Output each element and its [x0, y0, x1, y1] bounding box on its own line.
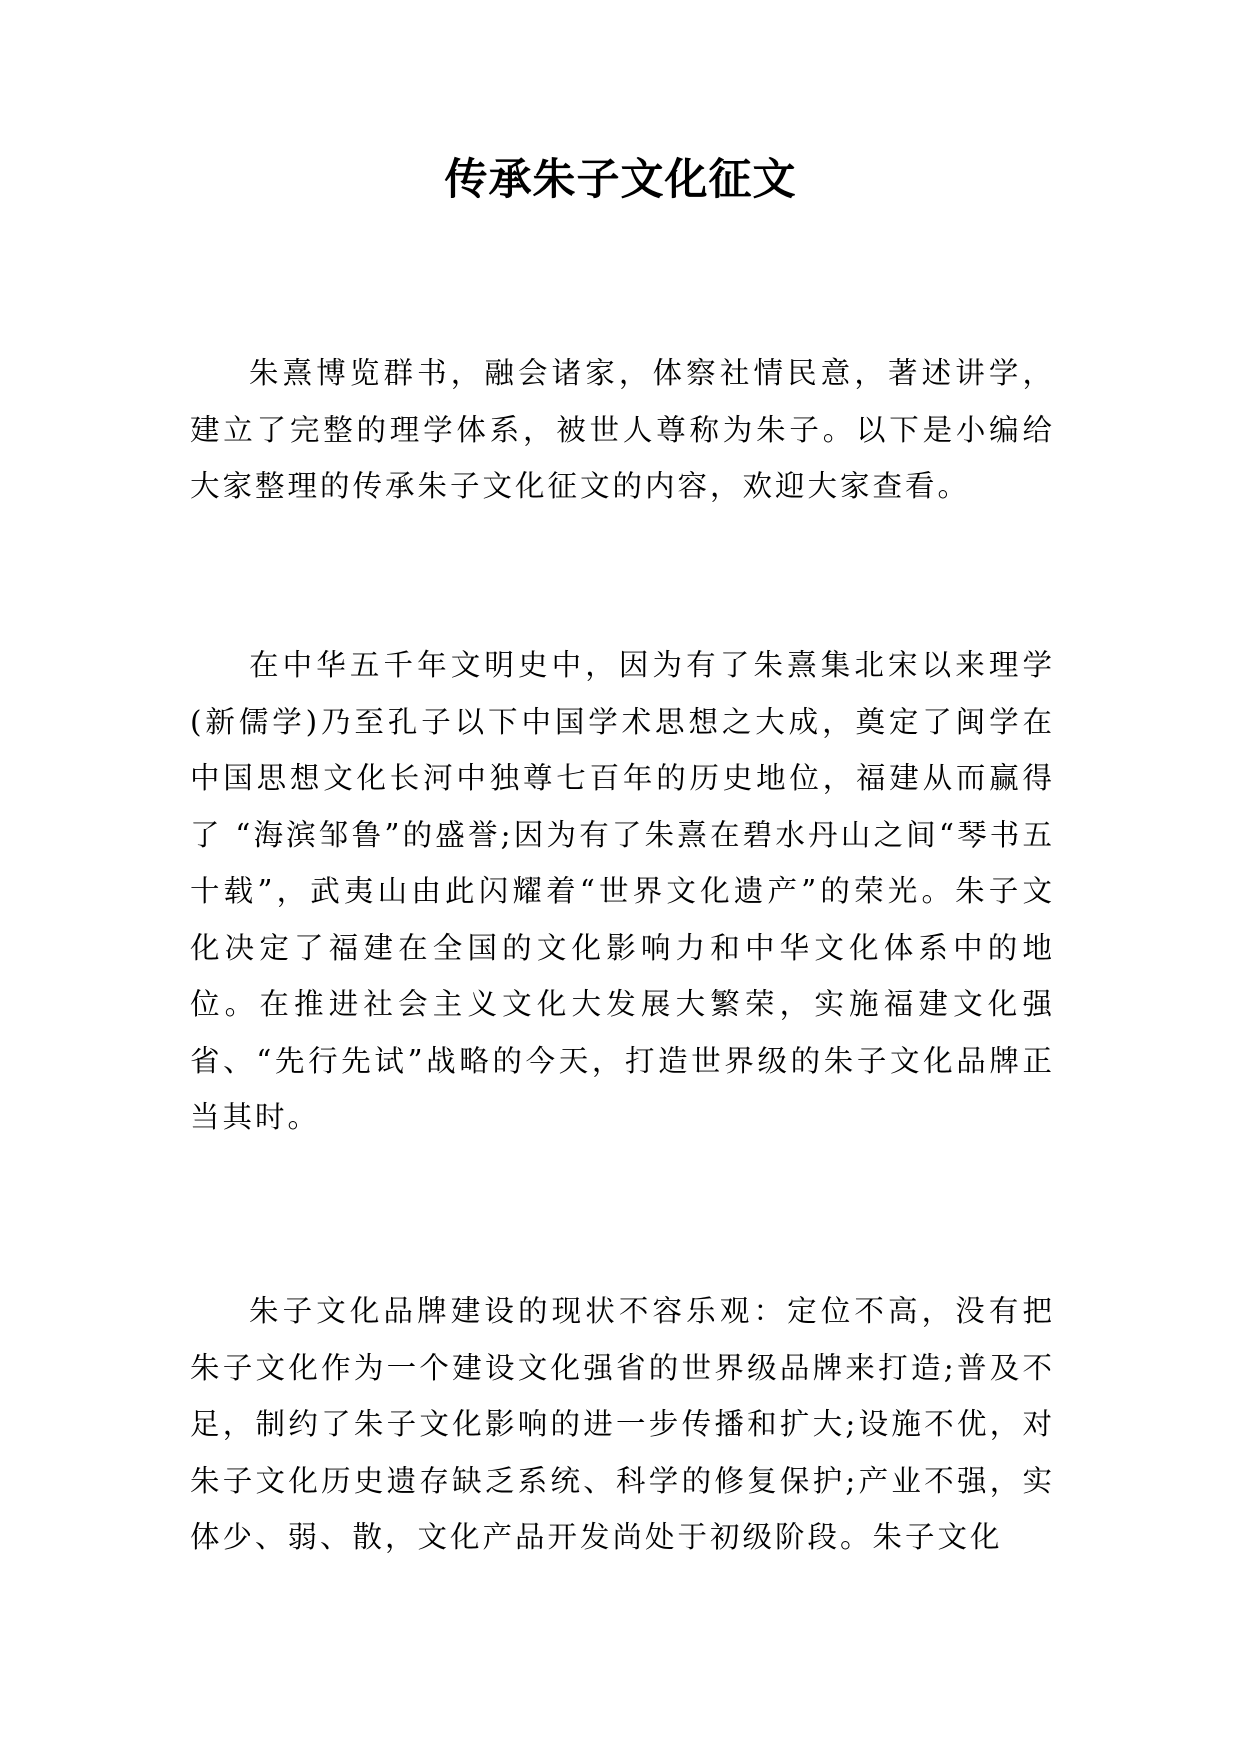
body-paragraph-1: 在中华五千年文明史中，因为有了朱熹集北宋以来理学(新儒学)乃至孔子以下中国学术思想之大成，奠定了闽学在中国思想文化长河中独尊七百年的历史地位，福建从而赢得了 “海滨邹鲁”的盛誉;因为有了朱熹在碧水丹山之间“琴书五十载”，武夷山由此闪耀着“世界文化遗产”的荣光。朱子文化决定了福建在全国的文化影响力和中华文化体系中的地位。在推进社会主义文化大发展大繁荣，实施福建文化强省、“先行先试”战略的今天，打造世界级的朱子文化品牌正当其时。	[190, 648, 1055, 1134]
document-title: 传承朱子文化征文	[444, 155, 797, 205]
intro-paragraph: 朱熹博览群书，融会诸家，体察社情民意，著述讲学，建立了完整的理学体系，被世人尊称为朱子。以下是小编给大家整理的传承朱子文化征文的内容，欢迎大家查看。	[190, 356, 1055, 503]
body-paragraph-2: 朱子文化品牌建设的现状不容乐观：定位不高，没有把朱子文化作为一个建设文化强省的世界级品牌来打造;普及不足，制约了朱子文化影响的进一步传播和扩大;设施不优，对朱子文化历史遗存缺乏系统、科学的修复保护;产业不强，实体少、弱、散，文化产品开发尚处于初级阶段。朱子文化	[190, 1294, 1055, 1554]
